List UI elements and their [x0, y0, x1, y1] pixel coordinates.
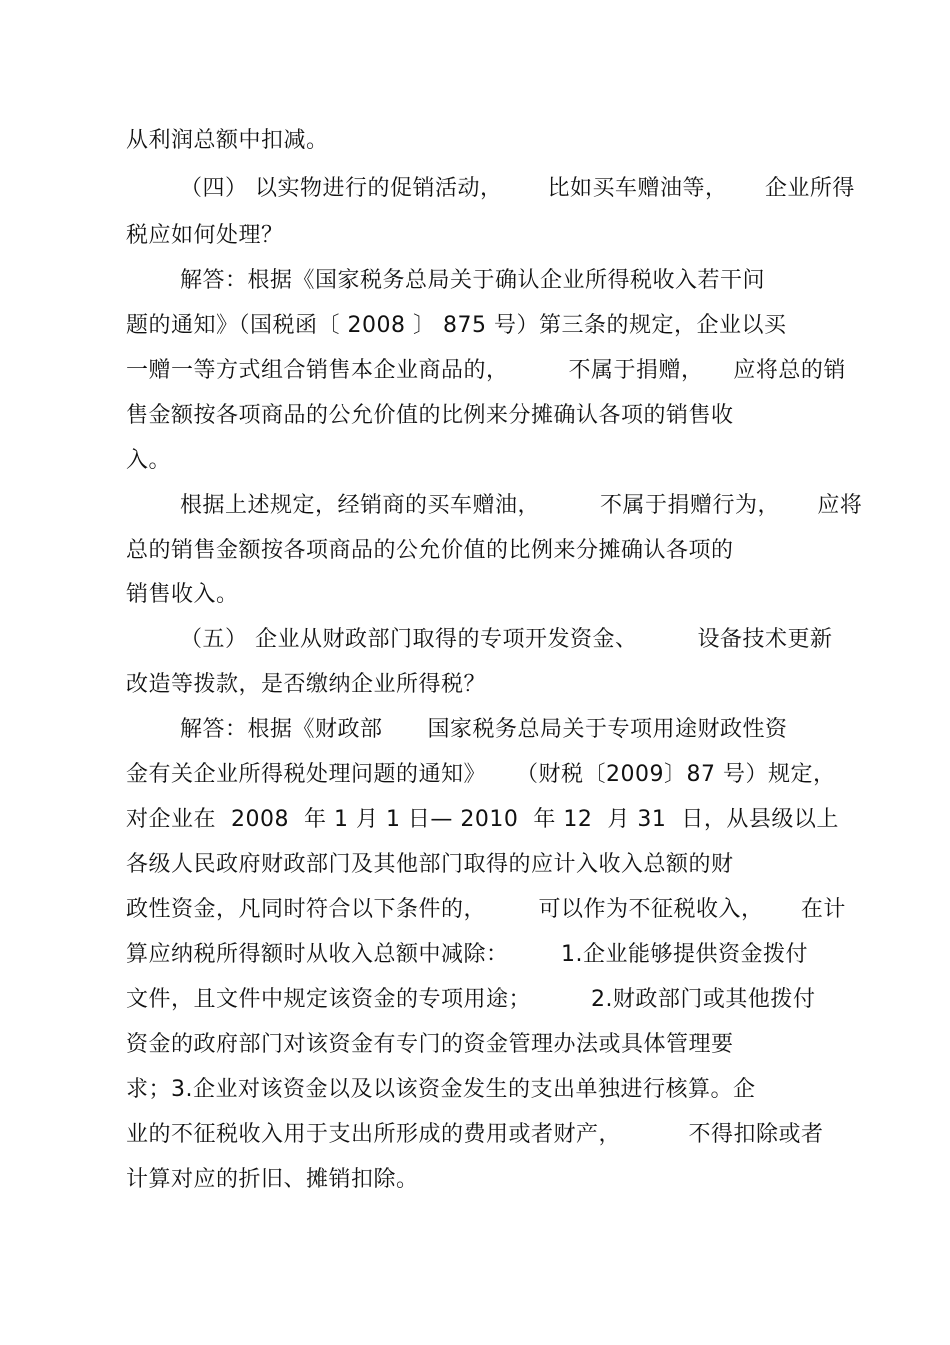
text-line: 资金的政府部门对该资金有专门的资金管理办法或具体管理要	[126, 1032, 734, 1057]
text-line: 算应纳税所得额时从收入总额中减除： 1.企业能够提供资金拨付	[126, 942, 808, 967]
text-line: 一赠一等方式组合销售本企业商品的， 不属于捐赠， 应将总的销	[126, 358, 846, 383]
text-line: 解答：根据《国家税务总局关于确认企业所得税收入若干问	[180, 268, 766, 293]
text-line: 入。	[126, 448, 172, 473]
text-line: 求；3.企业对该资金以及以该资金发生的支出单独进行核算。企	[126, 1077, 756, 1102]
text-line: 根据上述规定，经销商的买车赠油， 不属于捐赠行为， 应将	[180, 493, 863, 518]
text-line: 业的不征税收入用于支出所形成的费用或者财产， 不得扣除或者	[126, 1122, 824, 1147]
text-line: 金有关企业所得税处理问题的通知》 （财税〔2009〕87 号）规定，	[126, 762, 836, 787]
text-line: 改造等拨款，是否缴纳企业所得税？	[126, 672, 487, 697]
text-line: （四） 以实物进行的促销活动， 比如买车赠油等， 企业所得	[180, 176, 855, 201]
text-line: 总的销售金额按各项商品的公允价值的比例来分摊确认各项的	[126, 538, 734, 563]
text-line: 对企业在 2008 年 1 月 1 日— 2010 年 12 月 31 日，从县级以上	[126, 807, 839, 832]
text-line: 政性资金，凡同时符合以下条件的， 可以作为不征税收入， 在计	[126, 897, 846, 922]
text-line: 计算对应的折旧、摊销扣除。	[126, 1167, 419, 1192]
text-line: 销售收入。	[126, 582, 239, 607]
text-line: 各级人民政府财政部门及其他部门取得的应计入收入总额的财	[126, 852, 734, 877]
text-line: 题的通知》（国税函〔 2008 〕 875 号）第三条的规定，企业以买	[126, 313, 787, 338]
text-line: 从利润总额中扣减。	[126, 128, 329, 153]
text-line: 售金额按各项商品的公允价值的比例来分摊确认各项的销售收	[126, 403, 734, 428]
text-line: （五） 企业从财政部门取得的专项开发资金、 设备技术更新	[180, 627, 833, 652]
text-line: 解答：根据《财政部 国家税务总局关于专项用途财政性资	[180, 717, 788, 742]
text-line: 税应如何处理？	[126, 223, 284, 248]
text-line: 文件，且文件中规定该资金的专项用途； 2.财政部门或其他拨付	[126, 987, 816, 1012]
